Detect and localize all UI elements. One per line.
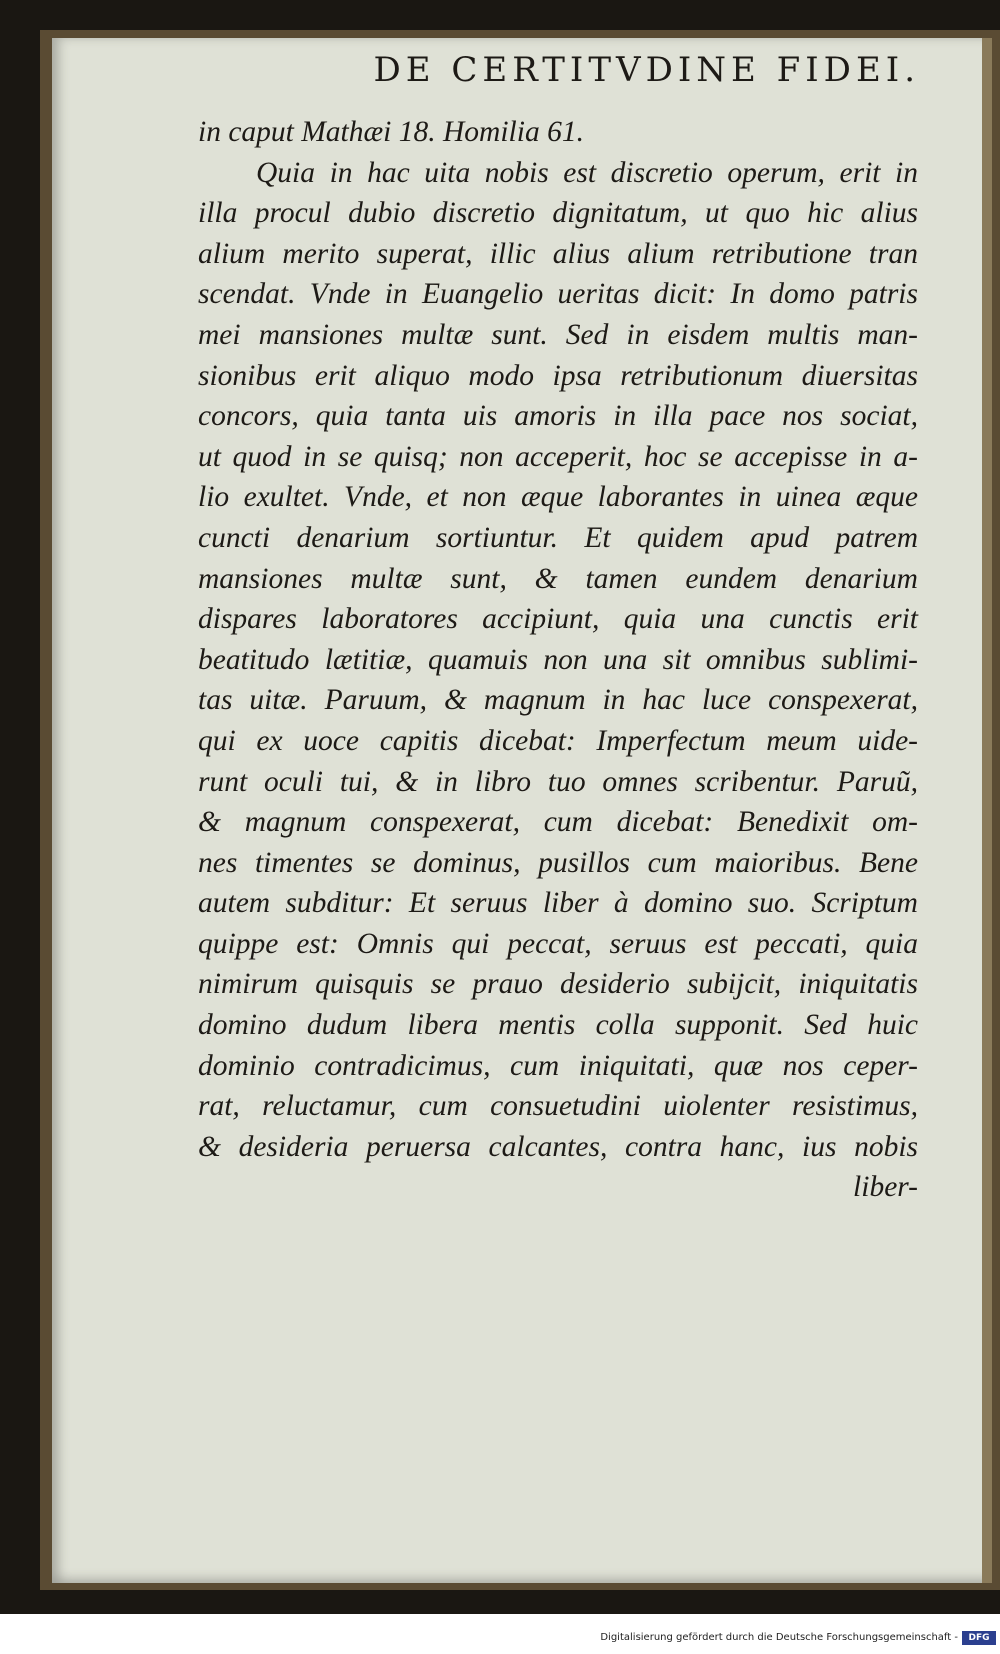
text-line: nes timentes se dominus, pusillos cum maioribus. Bene: [198, 846, 918, 879]
text-line: sionibus erit aliquo modo ipsa retributionum diuersitas: [198, 359, 918, 392]
text-line: in caput Mathæi 18. Homilia 61.: [198, 116, 584, 148]
text-line: nimirum quisquis se prauo desiderio subijcit, iniquitatis: [198, 968, 918, 1001]
text-line: domino dudum libera mentis colla supponit. Sed huic: [198, 1009, 918, 1042]
footer-credit: Digitalisierung gefördert durch die Deutsche Forschungsgemeinschaft -: [600, 1632, 958, 1643]
running-head: DE CERTITVDINE FIDEI.: [373, 50, 920, 90]
catchword: liber-: [853, 1171, 918, 1204]
text-line: & magnum conspexerat, cum dicebat: Benedixit om-: [198, 806, 918, 839]
text-line: alium merito superat, illic alius alium retributione tran: [198, 237, 918, 270]
text-line: concors, quia tanta uis amoris in illa pace nos sociat,: [198, 400, 918, 433]
text-line: ut quod in se quisq; non acceperit, hoc se accepisse in a-: [198, 440, 918, 473]
footer-bar: [0, 1614, 1000, 1654]
text-line: beatitudo lætitiæ, quamuis non una sit omnibus sublimi-: [198, 643, 918, 676]
text-line: mansiones multæ sunt, & tamen eundem denarium: [198, 562, 918, 595]
text-line: cuncti denarium sortiuntur. Et quidem apud patrem: [198, 521, 918, 554]
text-line: dominio contradicimus, cum iniquitati, quæ nos ceper-: [198, 1049, 918, 1082]
text-line: quippe est: Omnis qui peccat, seruus est peccati, quia: [198, 927, 918, 960]
text-line: mei mansiones multæ sunt. Sed in eisdem multis man-: [198, 318, 918, 351]
text-line: tas uitæ. Paruum, & magnum in hac luce conspexerat,: [198, 684, 918, 717]
text-line: autem subditur: Et seruus liber à domino suo. Scriptum: [198, 887, 918, 920]
text-line: qui ex uoce capitis dicebat: Imperfectum meum uide-: [198, 724, 918, 757]
dfg-logo: DFG: [962, 1631, 996, 1645]
text-line: runt oculi tui, & in libro tuo omnes scribentur. Paruũ,: [198, 765, 918, 798]
text-line: & desideria peruersa calcantes, contra hanc, ius nobis: [198, 1130, 918, 1163]
text-line: lio exultet. Vnde, et non æque laborantes in uinea æque: [198, 481, 918, 514]
text-line: rat, reluctamur, cum consuetudini uiolenter resistimus,: [198, 1090, 918, 1123]
text-line: dispares laboratores accipiunt, quia una cunctis erit: [198, 603, 918, 636]
page-edge: [982, 38, 992, 1583]
text-line: scendat. Vnde in Euangelio ueritas dicit: In domo patris: [198, 278, 918, 311]
text-line: Quia in hac uita nobis est discretio operum, erit in: [256, 156, 918, 189]
body-text: [198, 112, 918, 1208]
text-line: illa procul dubio discretio dignitatum, ut quo hic alius: [198, 197, 918, 230]
